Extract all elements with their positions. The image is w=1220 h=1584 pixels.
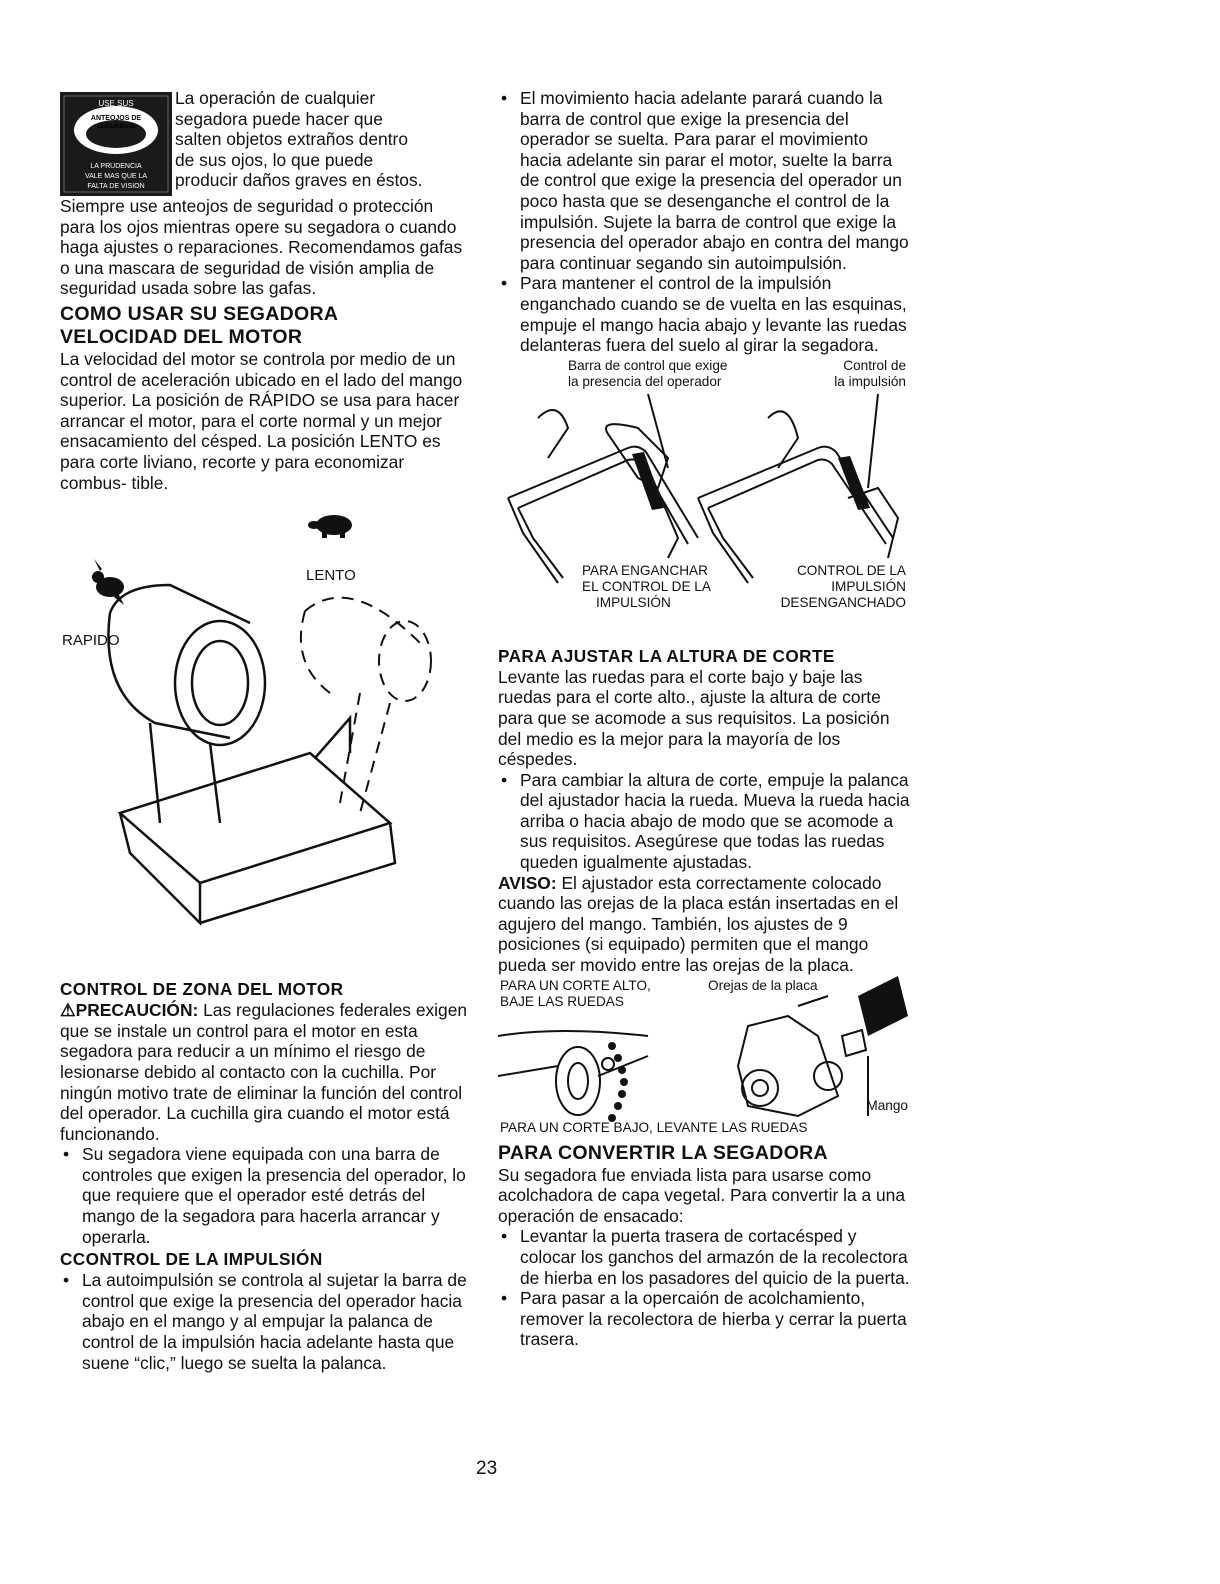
intro-line: La operación de cualquier — [175, 88, 376, 108]
label-high-line: BAJE LAS RUEDAS — [500, 993, 624, 1009]
label-bar-line: Barra de control que exige — [568, 357, 728, 373]
intro-rest: Siempre use anteojos de seguridad o protección para los ojos mientras opere su segadora o cuando haga ajustes o reparaciones. Recomendamos gafas o una mascara de seguridad de visión amplia de seguridad usada sobre las gafas. — [60, 196, 463, 299]
badge-line5: VALE MAS QUE LA — [84, 173, 148, 180]
heading-velocidad: VELOCIDAD DEL MOTOR — [60, 325, 303, 348]
heading-impulsion: CCONTROL DE LA IMPULSIÓN — [60, 1249, 323, 1270]
label-high-line: PARA UN CORTE ALTO, — [500, 977, 651, 993]
heading-altura: PARA AJUSTAR LA ALTURA DE CORTE — [498, 645, 835, 666]
badge-line1: USE SUS — [98, 99, 134, 108]
intro-line: salten objetos extraños dentro — [175, 129, 408, 150]
intro-side-text — [175, 88, 422, 196]
impulsion-bullet-3: • Para mantener el control de la impulsión enganchado cuando se de vuelta en las esquinas, empuje el mango hacia abajo y levante las ruedas delanteras fuera del suelo al girar la segadora. — [498, 273, 910, 355]
label-disengaged-line: IMPULSIÓN — [831, 578, 906, 594]
altura-body: Levante las ruedas para el corte bajo y baje las ruedas para el corte alto., ajuste la altura de corte para que se acomode a sus requisitos. La posición del medio es la mejor para la mayoría de los céspedes. — [498, 666, 890, 770]
throttle-figure — [60, 493, 472, 963]
badge-line6: FALTA DE VISION — [87, 183, 145, 190]
label-bar-line: la presencia del operador — [568, 373, 722, 389]
note-text: El ajustador esta correctamente colocado cuando las orejas de la placa están insertadas en el agujero del mango. También, los ajustes de 9 posiciones (si equipado) permiten que el mango pueda ser movido entre las orejas de la placa. — [498, 872, 899, 976]
altura-bullet: • Para cambiar la altura de corte, empuje la palanca del ajustador hacia la rueda. Mueva la rueda hacia arriba o hacia abajo de modo que se acomode a sus requisitos. Asegúrese que todas las ruedas queden igualmente ajustadas. — [498, 770, 910, 873]
label-ears: Orejas de la placa — [708, 977, 818, 993]
safety-glasses-icon — [60, 92, 172, 196]
label-engage-line: EL CONTROL DE LA — [582, 578, 711, 594]
intro-line: de sus ojos, lo que puede — [175, 149, 374, 170]
tire-tread-icon — [608, 1042, 628, 1122]
heading-convertir: PARA CONVERTIR LA SEGADORA — [498, 1141, 828, 1164]
label-engage-line: PARA ENGANCHAR — [582, 562, 708, 578]
turtle-icon — [308, 515, 352, 538]
zona-bullet: • Su segadora viene equipada con una barra de controles que exigen la presencia del operador, lo que requiere que el operador esté detrás del mango de la segadora para hacerla arrancar y operarla. — [60, 1144, 472, 1247]
convertir-body: Su segadora fue enviada lista para usarse como acolchadora de capa vegetal. Para convertir la a una operación de ensacado: — [498, 1164, 906, 1226]
impulsion-bullet-1: • La autoimpulsión se controla al sujetar la barra de control que exige la presencia del operador hacia abajo en el mango y al empujar la palanca de control de la impulsión hacia adelante hasta que suene “clic,” luego se suelta la palanca. — [60, 1270, 472, 1373]
slow-label: LENTO — [306, 567, 356, 585]
caution-paragraph — [60, 1000, 472, 1144]
wheel-drawing — [498, 976, 910, 1138]
caution-label: PRECAUCIÓN: — [75, 1000, 199, 1021]
warning-triangle-icon: ⚠ — [60, 1000, 76, 1021]
label-drive-line: la impulsión — [834, 373, 906, 389]
safety-intro — [60, 88, 472, 196]
label-low: PARA UN CORTE BAJO, LEVANTE LAS RUEDAS — [500, 1119, 808, 1135]
label-engage — [582, 563, 711, 611]
left-column — [60, 88, 472, 1373]
velocidad-body: La velocidad del motor se controla por medio de un control de aceleración ubicado en el lado del mango superior. La posición de RÁPIDO se usa para hacer arrancar el motor, para el corte normal y un mejor ensacamiento del césped. La posición LENTO es para corte liviano, recorte y para economizar combus- tible. — [60, 348, 463, 493]
label-drive-line: Control de — [843, 357, 906, 373]
label-disengaged — [781, 563, 906, 611]
handle-figure — [498, 358, 910, 638]
note-label: AVISO: — [498, 872, 557, 893]
badge-line4: LA PRUDENCIA — [90, 163, 142, 170]
rabbit-icon — [86, 559, 124, 605]
impulsion-bullet-2: • El movimiento hacia adelante parará cuando la barra de control que exige la presencia del operador se suelta. Para parar el movimiento hacia adelante sin parar el motor, suelte la barra de control que exige la presencia del operador un poco hasta que se desenganche el control de la impulsión. Sujete la barra de control que exige la presencia del operador abajo en contra del mango para continuar segando sin autoimpulsión. — [498, 88, 910, 273]
label-disengaged-line: DESENGANCHADO — [780, 594, 906, 610]
heading-como-usar: COMO USAR SU SEGADORA — [60, 302, 339, 325]
label-engage-line: IMPULSIÓN — [596, 594, 671, 610]
wheel-figure — [498, 976, 910, 1138]
badge-line3: SEGURIDAD — [96, 123, 136, 130]
page-number: 23 — [476, 1458, 498, 1479]
convertir-bullet-2: • Para pasar a la opercaión de acolchamiento, remover la recolectora de hierba y cerrar la puerta trasera. — [498, 1288, 910, 1350]
heading-zona-motor: CONTROL DE ZONA DEL MOTOR — [60, 979, 344, 1000]
right-column — [498, 88, 910, 1350]
badge-line2: ANTEOJOS DE — [90, 115, 142, 122]
label-handle: Mango — [866, 1097, 908, 1113]
intro-line: producir daños graves en éstos. — [175, 170, 423, 191]
grip-knob-icon — [858, 976, 908, 1036]
fast-label: RAPIDO — [62, 632, 120, 650]
label-disengaged-line: CONTROL DE LA — [796, 562, 906, 578]
throttle-drawing — [60, 493, 472, 963]
caution-text: Las regulaciones federales exigen que se instale un control para el motor en esta segadora para reducir a un mínimo el riesgo de lesionarse debido al contacto con la cuchilla. Por ningún motivo trate de eliminar la función del control del operador. La cuchilla gira cuando el motor está funcionando. — [60, 1000, 468, 1144]
note-paragraph — [498, 873, 910, 976]
intro-line: segadora puede hacer que — [175, 108, 383, 129]
convertir-bullet-1: • Levantar la puerta trasera de cortacésped y colocar los ganchos del armazón de la recolectora de hierba en los pasadores del quicio de la puerta. — [498, 1226, 910, 1288]
